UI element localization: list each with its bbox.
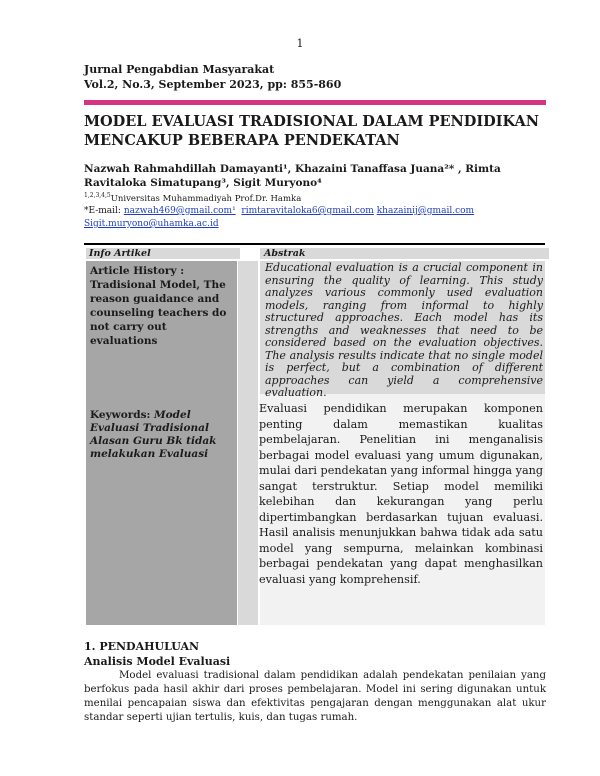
article-history: Article History : Tradisional Model, The reason guaidance and counseling teachers do not carry out evaluations xyxy=(90,265,227,347)
email-link-2[interactable]: rimtaravitaloka6@gmail.com xyxy=(241,206,374,216)
email-list xyxy=(84,205,546,231)
keywords-text: Model Evaluasi Tradisional Alasan Guru Bk tidak melakukan Evaluasi xyxy=(90,409,217,460)
affiliation xyxy=(84,192,301,204)
header-divider xyxy=(84,100,546,105)
page-number: 1 xyxy=(296,37,304,50)
info-header: Info Artikel xyxy=(86,248,240,259)
journal-name: Jurnal Pengabdian Masyarakat xyxy=(84,63,275,76)
section-subheading: Analisis Model Evaluasi xyxy=(84,655,231,668)
body-paragraph: Model evaluasi tradisional dalam pendidikan adalah pendekatan penilaian yang berfokus pada hasil akhir dari proses pembelajaran. Model ini sering digunakan untuk menilai pencapaian siswa dan efektivitas pengajaran dengan menggunakan alat ukur standar seperti ujian tertulis, kuis, dan tugas rumah. xyxy=(84,670,546,723)
table-gutter xyxy=(238,261,258,625)
section-heading: 1. PENDAHULUAN xyxy=(84,640,200,653)
affiliation-text: Universitas Muhammadiyah Prof.Dr. Hamka xyxy=(110,193,302,204)
email-label: *E-mail: xyxy=(84,206,121,216)
journal-volume: Vol.2, No.3, September 2023, pp: 855-860 xyxy=(84,78,342,91)
affiliation-marks: 1,2,3,4,5 xyxy=(84,192,111,199)
abstract-header: Abstrak xyxy=(260,248,549,259)
keywords xyxy=(90,409,235,461)
abstract-english: Educational evaluation is a crucial component in ensuring the quality of learning. This study analyzes various commonly used evaluation models, ranging from informal to highly structured approaches. Each model has its strengths and weaknesses that need to be considered based on the evaluation objectives. The analysis results indicate that no single model is perfect, but a combination of different approaches can yield a comprehensive evaluation. xyxy=(265,261,543,399)
journal-header xyxy=(84,62,341,92)
keywords-label: Keywords: xyxy=(90,409,151,421)
author-list: Nazwah Rahmahdillah Damayanti¹, Khazaini Tanaffasa Juana²* , Rimta Ravitaloka Simatupang³, Sigit Muryono⁴ xyxy=(84,163,501,189)
email-link-4[interactable]: Sigit.muryono@uhamka.ac.id xyxy=(84,219,219,229)
abstract-indonesian: Evaluasi pendidikan merupakan komponen penting dalam memastikan kualitas pembelajaran. Penelitian ini menganalisis berbagai model evaluasi yang umum digunakan, mulai dari pendekatan yang informal hingga yang sangat terstruktur. Setiap model memiliki kelebihan dan kekurangan yang perlu dipertimbangkan berdasarkan tujuan evaluasi. Hasil analisis menunjukkan bahwa tidak ada satu model yang sempurna, melainkan kombinasi berbagai pendekatan yang dapat menghasilkan evaluasi yang komprehensif. xyxy=(259,402,543,586)
paper-title: MODEL EVALUASI TRADISIONAL DALAM PENDIDIKAN MENCAKUP BEBERAPA PENDEKATAN xyxy=(84,113,540,149)
table-top-rule xyxy=(84,243,545,245)
email-link-1[interactable]: nazwah469@gmail.com¹ xyxy=(123,206,236,216)
email-link-3[interactable]: khazainij@gmail.com xyxy=(376,206,475,216)
